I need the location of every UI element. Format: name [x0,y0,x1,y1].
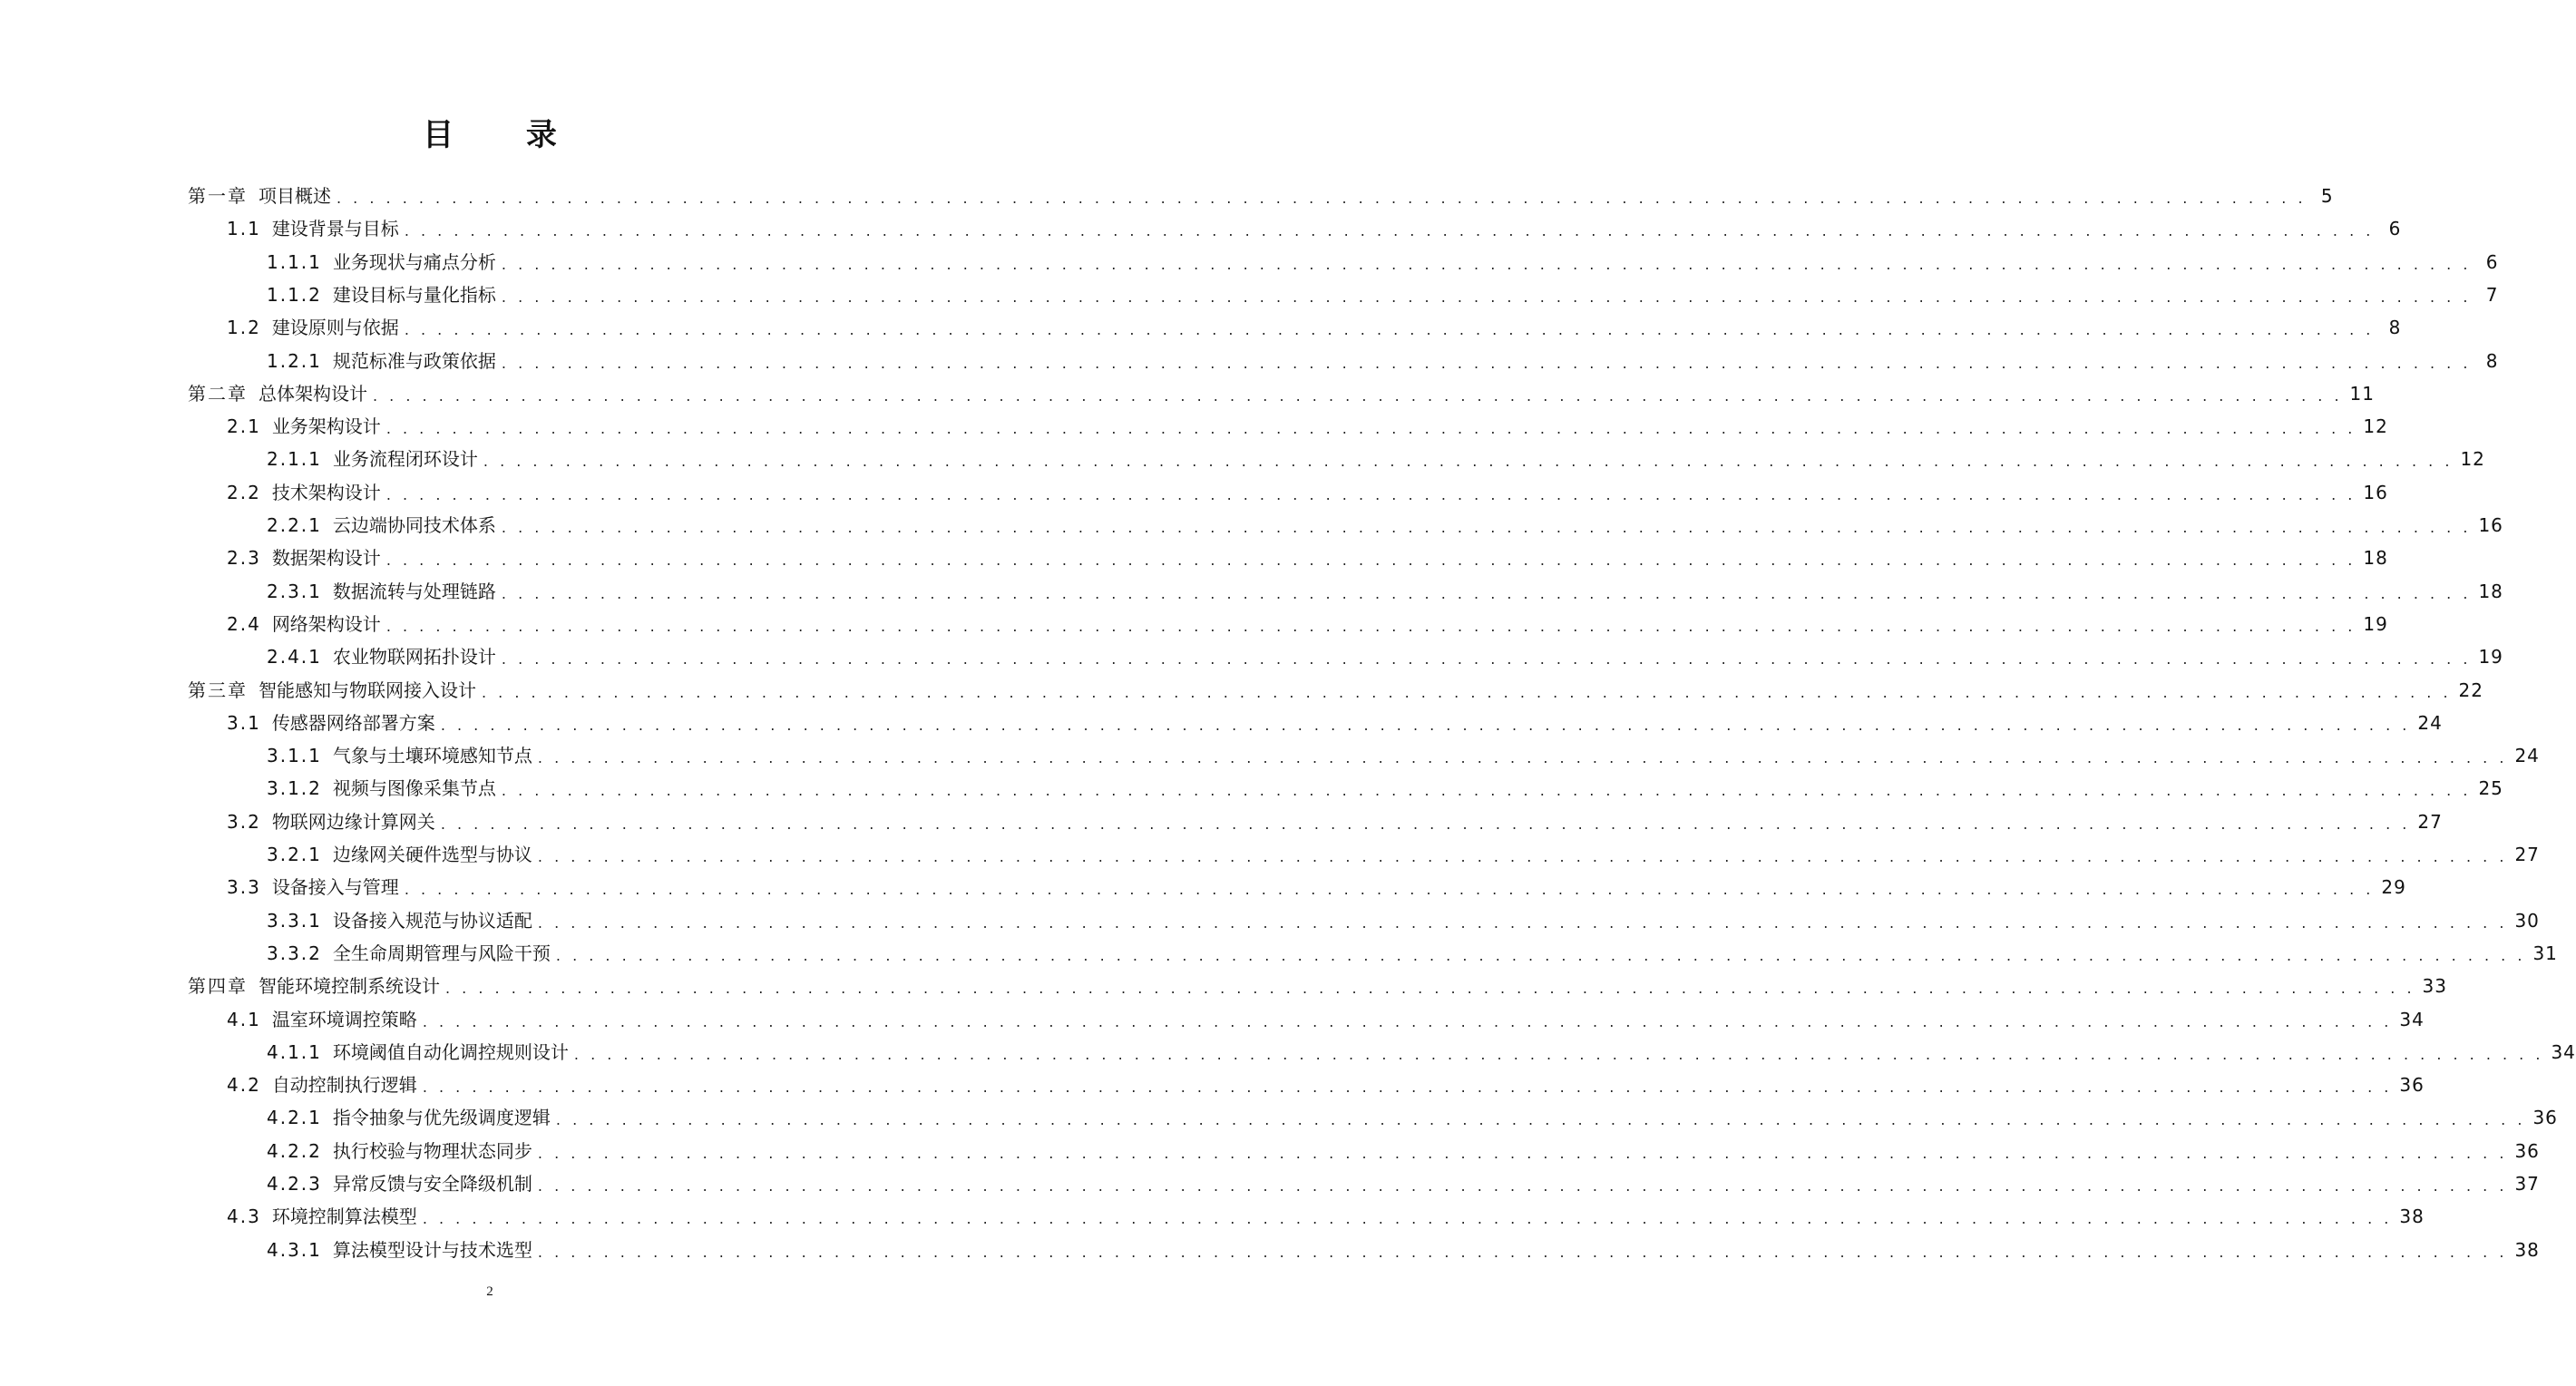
dot-leader: . . . . . . . . . . . . . . . . . . . . . . . . . . . . . . . . . . . . . . . . . . . . . . . . . . . . . . . . . . . . . . . . . . . . . . . . . . . . . . . . . . . . . . . . . . . . . . . . . . . . . . . . . . . . . . . . . . . . . . . . [440,716,2411,734]
toc-entry-number: 2.1.1 [267,448,322,471]
dot-leader: . . . . . . . . . . . . . . . . . . . . . . . . . . . . . . . . . . . . . . . . . . . . . . . . . . . . . . . . . . . . . . . . . . . . . . . . . . . . . . . . . . . . . . . . . . . . . . . . . . . . . . . . . . . . . . . . . . . . . . . . [385,485,2356,503]
dot-leader: . . . . . . . . . . . . . . . . . . . . . . . . . . . . . . . . . . . . . . . . . . . . . . . . . . . . . . . . . . . . . . . . . . . . . . . . . . . . . . . . . . . . . . . . . . . . . . . . . . . . . . . . . . . . . . . . . . . . . . . . [555,1111,2526,1129]
dot-leader: . . . . . . . . . . . . . . . . . . . . . . . . . . . . . . . . . . . . . . . . . . . . . . . . . . . . . . . . . . . . . . . . . . . . . . . . . . . . . . . . . . . . . . . . . . . . . . . . . . . . . . . . . . . . . . . . . . . . . . . . [404,321,2375,339]
toc-entry-page: 16 [2363,481,2388,503]
toc-section-entry[interactable] [227,212,2402,245]
toc-entry-title: 传感器网络部署方案 [271,711,435,734]
toc-entry-number: 2.2.1 [267,514,322,536]
dot-leader: . . . . . . . . . . . . . . . . . . . . . . . . . . . . . . . . . . . . . . . . . . . . . . . . . . . . . . . . . . . . . . . . . . . . . . . . . . . . . . . . . . . . . . . . . . . . . . . . . . . . . . . . . . . . . . . . . . . . . . . . [385,617,2356,635]
toc-entry-page: 5 [2320,185,2334,207]
toc-entry-page: 6 [2388,218,2402,240]
toc-section-entry[interactable] [227,871,2406,903]
toc-entry-number: 3.3.1 [267,909,322,932]
dot-leader: . . . . . . . . . . . . . . . . . . . . . . . . . . . . . . . . . . . . . . . . . . . . . . . . . . . . . . . . . . . . . . . . . . . . . . . . . . . . . . . . . . . . . . . . . . . . . . . . . . . . . . . . . . . . . . . . . . . . . . . . [337,190,2307,207]
toc-entry-number: 1.2.1 [267,349,322,372]
toc-subsection-entry[interactable] [267,1167,2540,1200]
toc-entry-page: 31 [2532,942,2558,964]
toc-chapter-entry[interactable] [188,674,2483,707]
toc-entry-number: 2.3 [227,547,261,570]
toc-subsection-entry[interactable] [267,739,2540,772]
toc-entry-page: 6 [2485,250,2499,273]
dot-leader: . . . . . . . . . . . . . . . . . . . . . . . . . . . . . . . . . . . . . . . . . . . . . . . . . . . . . . . . . . . . . . . . . . . . . . . . . . . . . . . . . . . . . . . . . . . . . . . . . . . . . . . . . . . . . . . . . . . . . . . . [501,519,2472,536]
page-title: 目 录 [423,117,588,153]
toc-entry-title: 数据流转与处理链路 [332,580,496,602]
toc-entry-number: 4.2.1 [267,1107,322,1129]
toc-entry-title: 视频与图像采集节点 [332,777,496,800]
toc-entry-title: 边缘网关硬件选型与协议 [332,844,532,865]
toc-entry-number: 3.1.1 [267,745,322,767]
toc-entry-page: 11 [2349,382,2375,405]
toc-section-entry[interactable] [227,410,2388,443]
toc-entry-number: 第三章 [188,678,248,701]
toc-entry-title: 温室环境调控策略 [271,1008,417,1030]
toc-entry-page: 19 [2363,612,2388,635]
toc-entry-page: 8 [2388,317,2402,339]
toc-entry-number: 1.1.2 [267,283,322,306]
toc-entry-title: 云边端协同技术体系 [332,514,496,536]
toc-section-entry[interactable] [227,1200,2425,1233]
toc-entry-title: 全生命周期管理与风险干预 [332,942,551,964]
toc-entry-number: 3.2.1 [267,844,322,865]
toc-entry-title: 业务流程闭环设计 [332,448,478,471]
dot-leader: . . . . . . . . . . . . . . . . . . . . . . . . . . . . . . . . . . . . . . . . . . . . . . . . . . . . . . . . . . . . . . . . . . . . . . . . . . . . . . . . . . . . . . . . . . . . . . . . . . . . . . . . . . . . . . . . . . . . . . . . [483,453,2454,471]
toc-entry-title: 总体架构设计 [259,382,367,405]
toc-entry-number: 4.3.1 [267,1238,322,1261]
toc-entry-page: 30 [2514,909,2540,932]
toc-entry-title: 数据架构设计 [271,547,381,570]
toc-entry-number: 2.3.1 [267,580,322,602]
dot-leader: . . . . . . . . . . . . . . . . . . . . . . . . . . . . . . . . . . . . . . . . . . . . . . . . . . . . . . . . . . . . . . . . . . . . . . . . . . . . . . . . . . . . . . . . . . . . . . . . . . . . . . . . . . . . . . . . . . . . . . . . [501,255,2472,273]
toc-entry-number: 第四章 [188,975,248,998]
toc-subsection-entry[interactable] [267,1036,2576,1069]
toc-entry-title: 物联网边缘计算网关 [271,810,435,833]
toc-entry-title: 自动控制执行逻辑 [271,1074,417,1097]
dot-leader: . . . . . . . . . . . . . . . . . . . . . . . . . . . . . . . . . . . . . . . . . . . . . . . . . . . . . . . . . . . . . . . . . . . . . . . . . . . . . . . . . . . . . . . . . . . . . . . . . . . . . . . . . . . . . . . . . . . . . . . . [501,782,2472,800]
dot-leader: . . . . . . . . . . . . . . . . . . . . . . . . . . . . . . . . . . . . . . . . . . . . . . . . . . . . . . . . . . . . . . . . . . . . . . . . . . . . . . . . . . . . . . . . . . . . . . . . . . . . . . . . . . . . . . . . . . . . . . . . [501,288,2472,306]
toc-entry-number: 1.1 [227,218,261,240]
toc-entry-page: 22 [2458,678,2483,701]
toc-entry-page: 18 [2363,547,2388,570]
toc-entry-page: 24 [2417,711,2443,734]
dot-leader: . . . . . . . . . . . . . . . . . . . . . . . . . . . . . . . . . . . . . . . . . . . . . . . . . . . . . . . . . . . . . . . . . . . . . . . . . . . . . . . . . . . . . . . . . . . . . . . . . . . . . . . . . . . . . . . . . . . . . . . . [573,1045,2544,1063]
toc-entry-title: 技术架构设计 [271,481,381,503]
dot-leader: . . . . . . . . . . . . . . . . . . . . . . . . . . . . . . . . . . . . . . . . . . . . . . . . . . . . . . . . . . . . . . . . . . . . . . . . . . . . . . . . . . . . . . . . . . . . . . . . . . . . . . . . . . . . . . . . . . . . . . . . [385,551,2356,570]
toc-entry-title: 项目概述 [259,185,331,207]
dot-leader: . . . . . . . . . . . . . . . . . . . . . . . . . . . . . . . . . . . . . . . . . . . . . . . . . . . . . . . . . . . . . . . . . . . . . . . . . . . . . . . . . . . . . . . . . . . . . . . . . . . . . . . . . . . . . . . . . . . . . . . . [501,650,2472,669]
toc-chapter-entry[interactable] [188,180,2334,212]
toc-subsection-entry[interactable] [267,575,2503,608]
toc-entry-title: 算法模型设计与技术选型 [332,1238,532,1261]
toc-entry-page: 36 [2514,1139,2540,1162]
toc-subsection-entry[interactable] [267,1135,2540,1167]
dot-leader: . . . . . . . . . . . . . . . . . . . . . . . . . . . . . . . . . . . . . . . . . . . . . . . . . . . . . . . . . . . . . . . . . . . . . . . . . . . . . . . . . . . . . . . . . . . . . . . . . . . . . . . . . . . . . . . . . . . . . . . . [555,946,2526,964]
toc-entry-title: 农业物联网拓扑设计 [332,646,496,669]
toc-section-entry[interactable] [227,1003,2425,1036]
toc-entry-title: 网络架构设计 [271,612,381,635]
toc-entry-page: 12 [2460,448,2485,471]
toc-entry-number: 4.1 [227,1008,261,1030]
toc-entry-page: 37 [2514,1173,2540,1195]
toc-entry-title: 环境控制算法模型 [271,1205,417,1228]
toc-subsection-entry[interactable] [267,838,2540,871]
toc-entry-title: 指令抽象与优先级调度逻辑 [332,1107,551,1129]
toc-entry-number: 1.2 [227,317,261,339]
dot-leader: . . . . . . . . . . . . . . . . . . . . . . . . . . . . . . . . . . . . . . . . . . . . . . . . . . . . . . . . . . . . . . . . . . . . . . . . . . . . . . . . . . . . . . . . . . . . . . . . . . . . . . . . . . . . . . . . . . . . . . . . [537,1177,2508,1195]
toc-entry-number: 第一章 [188,185,248,207]
toc-entry-number: 3.2 [227,810,261,833]
toc-entry-title: 气象与土壤环境感知节点 [332,745,532,767]
toc-entry-number: 4.1.1 [267,1040,322,1063]
toc-subsection-entry[interactable] [267,937,2558,970]
dot-leader: . . . . . . . . . . . . . . . . . . . . . . . . . . . . . . . . . . . . . . . . . . . . . . . . . . . . . . . . . . . . . . . . . . . . . . . . . . . . . . . . . . . . . . . . . . . . . . . . . . . . . . . . . . . . . . . . . . . . . . . . [422,1210,2393,1228]
toc-section-entry[interactable] [227,805,2443,838]
toc-entry-number: 4.2 [227,1074,261,1097]
dot-leader: . . . . . . . . . . . . . . . . . . . . . . . . . . . . . . . . . . . . . . . . . . . . . . . . . . . . . . . . . . . . . . . . . . . . . . . . . . . . . . . . . . . . . . . . . . . . . . . . . . . . . . . . . . . . . . . . . . . . . . . . [404,222,2375,240]
toc-entry-number: 3.1.2 [267,777,322,800]
dot-leader: . . . . . . . . . . . . . . . . . . . . . . . . . . . . . . . . . . . . . . . . . . . . . . . . . . . . . . . . . . . . . . . . . . . . . . . . . . . . . . . . . . . . . . . . . . . . . . . . . . . . . . . . . . . . . . . . . . . . . . . . [482,683,2452,701]
toc-entry-title: 业务现状与痛点分析 [332,250,496,273]
toc-entry-number: 2.1 [227,415,261,438]
toc-entry-page: 12 [2363,415,2388,438]
toc-entry-title: 设备接入规范与协议适配 [332,909,532,932]
toc-subsection-entry[interactable] [267,1234,2540,1266]
toc-entry-number: 3.1 [227,711,261,734]
toc-entry-page: 38 [2514,1238,2540,1261]
toc-entry-page: 33 [2422,975,2447,998]
dot-leader: . . . . . . . . . . . . . . . . . . . . . . . . . . . . . . . . . . . . . . . . . . . . . . . . . . . . . . . . . . . . . . . . . . . . . . . . . . . . . . . . . . . . . . . . . . . . . . . . . . . . . . . . . . . . . . . . . . . . . . . . [422,1012,2393,1030]
toc-entry-page: 25 [2478,777,2503,800]
dot-leader: . . . . . . . . . . . . . . . . . . . . . . . . . . . . . . . . . . . . . . . . . . . . . . . . . . . . . . . . . . . . . . . . . . . . . . . . . . . . . . . . . . . . . . . . . . . . . . . . . . . . . . . . . . . . . . . . . . . . . . . . [440,815,2411,833]
dot-leader: . . . . . . . . . . . . . . . . . . . . . . . . . . . . . . . . . . . . . . . . . . . . . . . . . . . . . . . . . . . . . . . . . . . . . . . . . . . . . . . . . . . . . . . . . . . . . . . . . . . . . . . . . . . . . . . . . . . . . . . . [422,1079,2393,1097]
toc-entry-title: 智能环境控制系统设计 [259,975,440,998]
toc-section-entry[interactable] [227,542,2388,574]
toc-entry-page: 18 [2478,580,2503,602]
toc-subsection-entry[interactable] [267,904,2540,937]
toc-entry-page: 7 [2485,283,2499,306]
toc-subsection-entry[interactable] [267,1101,2558,1134]
dot-leader: . . . . . . . . . . . . . . . . . . . . . . . . . . . . . . . . . . . . . . . . . . . . . . . . . . . . . . . . . . . . . . . . . . . . . . . . . . . . . . . . . . . . . . . . . . . . . . . . . . . . . . . . . . . . . . . . . . . . . . . . [404,881,2375,899]
toc-section-entry[interactable] [227,311,2402,344]
dot-leader: . . . . . . . . . . . . . . . . . . . . . . . . . . . . . . . . . . . . . . . . . . . . . . . . . . . . . . . . . . . . . . . . . . . . . . . . . . . . . . . . . . . . . . . . . . . . . . . . . . . . . . . . . . . . . . . . . . . . . . . . [537,913,2508,932]
toc-entry-title: 规范标准与政策依据 [332,349,496,372]
toc-entry-page: 8 [2485,349,2499,372]
dot-leader: . . . . . . . . . . . . . . . . . . . . . . . . . . . . . . . . . . . . . . . . . . . . . . . . . . . . . . . . . . . . . . . . . . . . . . . . . . . . . . . . . . . . . . . . . . . . . . . . . . . . . . . . . . . . . . . . . . . . . . . . [537,749,2508,767]
toc-entry-number: 第二章 [188,382,248,405]
toc-entry-page: 27 [2417,810,2443,833]
toc-entry-page: 27 [2514,844,2540,865]
toc-entry-page: 36 [2532,1107,2558,1129]
toc-entry-number: 2.4.1 [267,646,322,669]
toc-entry-number: 2.2 [227,481,261,503]
toc-subsection-entry[interactable] [267,509,2503,542]
toc-entry-page: 34 [2399,1008,2425,1030]
toc-chapter-entry[interactable] [188,970,2447,1002]
toc-entry-title: 智能感知与物联网接入设计 [259,678,476,701]
toc-entry-title: 建设背景与目标 [271,218,399,240]
dot-leader: . . . . . . . . . . . . . . . . . . . . . . . . . . . . . . . . . . . . . . . . . . . . . . . . . . . . . . . . . . . . . . . . . . . . . . . . . . . . . . . . . . . . . . . . . . . . . . . . . . . . . . . . . . . . . . . . . . . . . . . . [537,1144,2508,1162]
toc-entry-title: 业务架构设计 [271,415,381,438]
toc-subsection-entry[interactable] [267,772,2503,805]
toc-entry-page: 36 [2399,1074,2425,1097]
dot-leader: . . . . . . . . . . . . . . . . . . . . . . . . . . . . . . . . . . . . . . . . . . . . . . . . . . . . . . . . . . . . . . . . . . . . . . . . . . . . . . . . . . . . . . . . . . . . . . . . . . . . . . . . . . . . . . . . . . . . . . . . [501,584,2472,602]
toc-section-entry[interactable] [227,707,2443,739]
toc-subsection-entry[interactable] [267,443,2485,475]
toc-entry-number: 4.2.2 [267,1139,322,1162]
toc-subsection-entry[interactable] [267,345,2499,377]
toc-entry-page: 16 [2478,514,2503,536]
toc-entry-number: 1.1.1 [267,250,322,273]
toc-entry-number: 4.3 [227,1205,261,1228]
dot-leader: . . . . . . . . . . . . . . . . . . . . . . . . . . . . . . . . . . . . . . . . . . . . . . . . . . . . . . . . . . . . . . . . . . . . . . . . . . . . . . . . . . . . . . . . . . . . . . . . . . . . . . . . . . . . . . . . . . . . . . . . [373,386,2343,405]
toc-entry-number: 4.2.3 [267,1173,322,1195]
toc-chapter-entry[interactable] [188,377,2375,410]
dot-leader: . . . . . . . . . . . . . . . . . . . . . . . . . . . . . . . . . . . . . . . . . . . . . . . . . . . . . . . . . . . . . . . . . . . . . . . . . . . . . . . . . . . . . . . . . . . . . . . . . . . . . . . . . . . . . . . . . . . . . . . . [537,848,2508,865]
dot-leader: . . . . . . . . . . . . . . . . . . . . . . . . . . . . . . . . . . . . . . . . . . . . . . . . . . . . . . . . . . . . . . . . . . . . . . . . . . . . . . . . . . . . . . . . . . . . . . . . . . . . . . . . . . . . . . . . . . . . . . . . [537,1243,2508,1261]
toc-entry-title: 建设原则与依据 [271,317,399,339]
toc-entry-page: 19 [2478,646,2503,669]
toc-entry-number: 3.3 [227,876,261,899]
toc-entry-title: 执行校验与物理状态同步 [332,1139,532,1162]
dot-leader: . . . . . . . . . . . . . . . . . . . . . . . . . . . . . . . . . . . . . . . . . . . . . . . . . . . . . . . . . . . . . . . . . . . . . . . . . . . . . . . . . . . . . . . . . . . . . . . . . . . . . . . . . . . . . . . . . . . . . . . . [501,354,2472,372]
toc-entry-number: 3.3.2 [267,942,322,964]
toc-entry-page: 24 [2514,745,2540,767]
toc-entry-title: 环境阈值自动化调控规则设计 [332,1040,569,1063]
toc-subsection-entry[interactable] [267,246,2499,278]
toc-entry-number: 2.4 [227,612,261,635]
dot-leader: . . . . . . . . . . . . . . . . . . . . . . . . . . . . . . . . . . . . . . . . . . . . . . . . . . . . . . . . . . . . . . . . . . . . . . . . . . . . . . . . . . . . . . . . . . . . . . . . . . . . . . . . . . . . . . . . . . . . . . . . [385,420,2356,438]
toc-entry-page: 29 [2381,876,2406,899]
page-number: 2 [486,1284,493,1299]
toc-entry-title: 设备接入与管理 [271,876,399,899]
toc-section-entry[interactable] [227,476,2388,509]
toc-section-entry[interactable] [227,1069,2425,1101]
toc-entry-title: 建设目标与量化指标 [332,283,496,306]
toc-entry-title: 异常反馈与安全降级机制 [332,1173,532,1195]
toc-entry-page: 38 [2399,1205,2425,1228]
dot-leader: . . . . . . . . . . . . . . . . . . . . . . . . . . . . . . . . . . . . . . . . . . . . . . . . . . . . . . . . . . . . . . . . . . . . . . . . . . . . . . . . . . . . . . . . . . . . . . . . . . . . . . . . . . . . . . . . . . . . . . . . [445,980,2415,998]
toc-entry-page: 34 [2551,1040,2576,1063]
toc-subsection-entry[interactable] [267,278,2499,311]
toc-subsection-entry[interactable] [267,640,2503,673]
toc-section-entry[interactable] [227,608,2388,640]
